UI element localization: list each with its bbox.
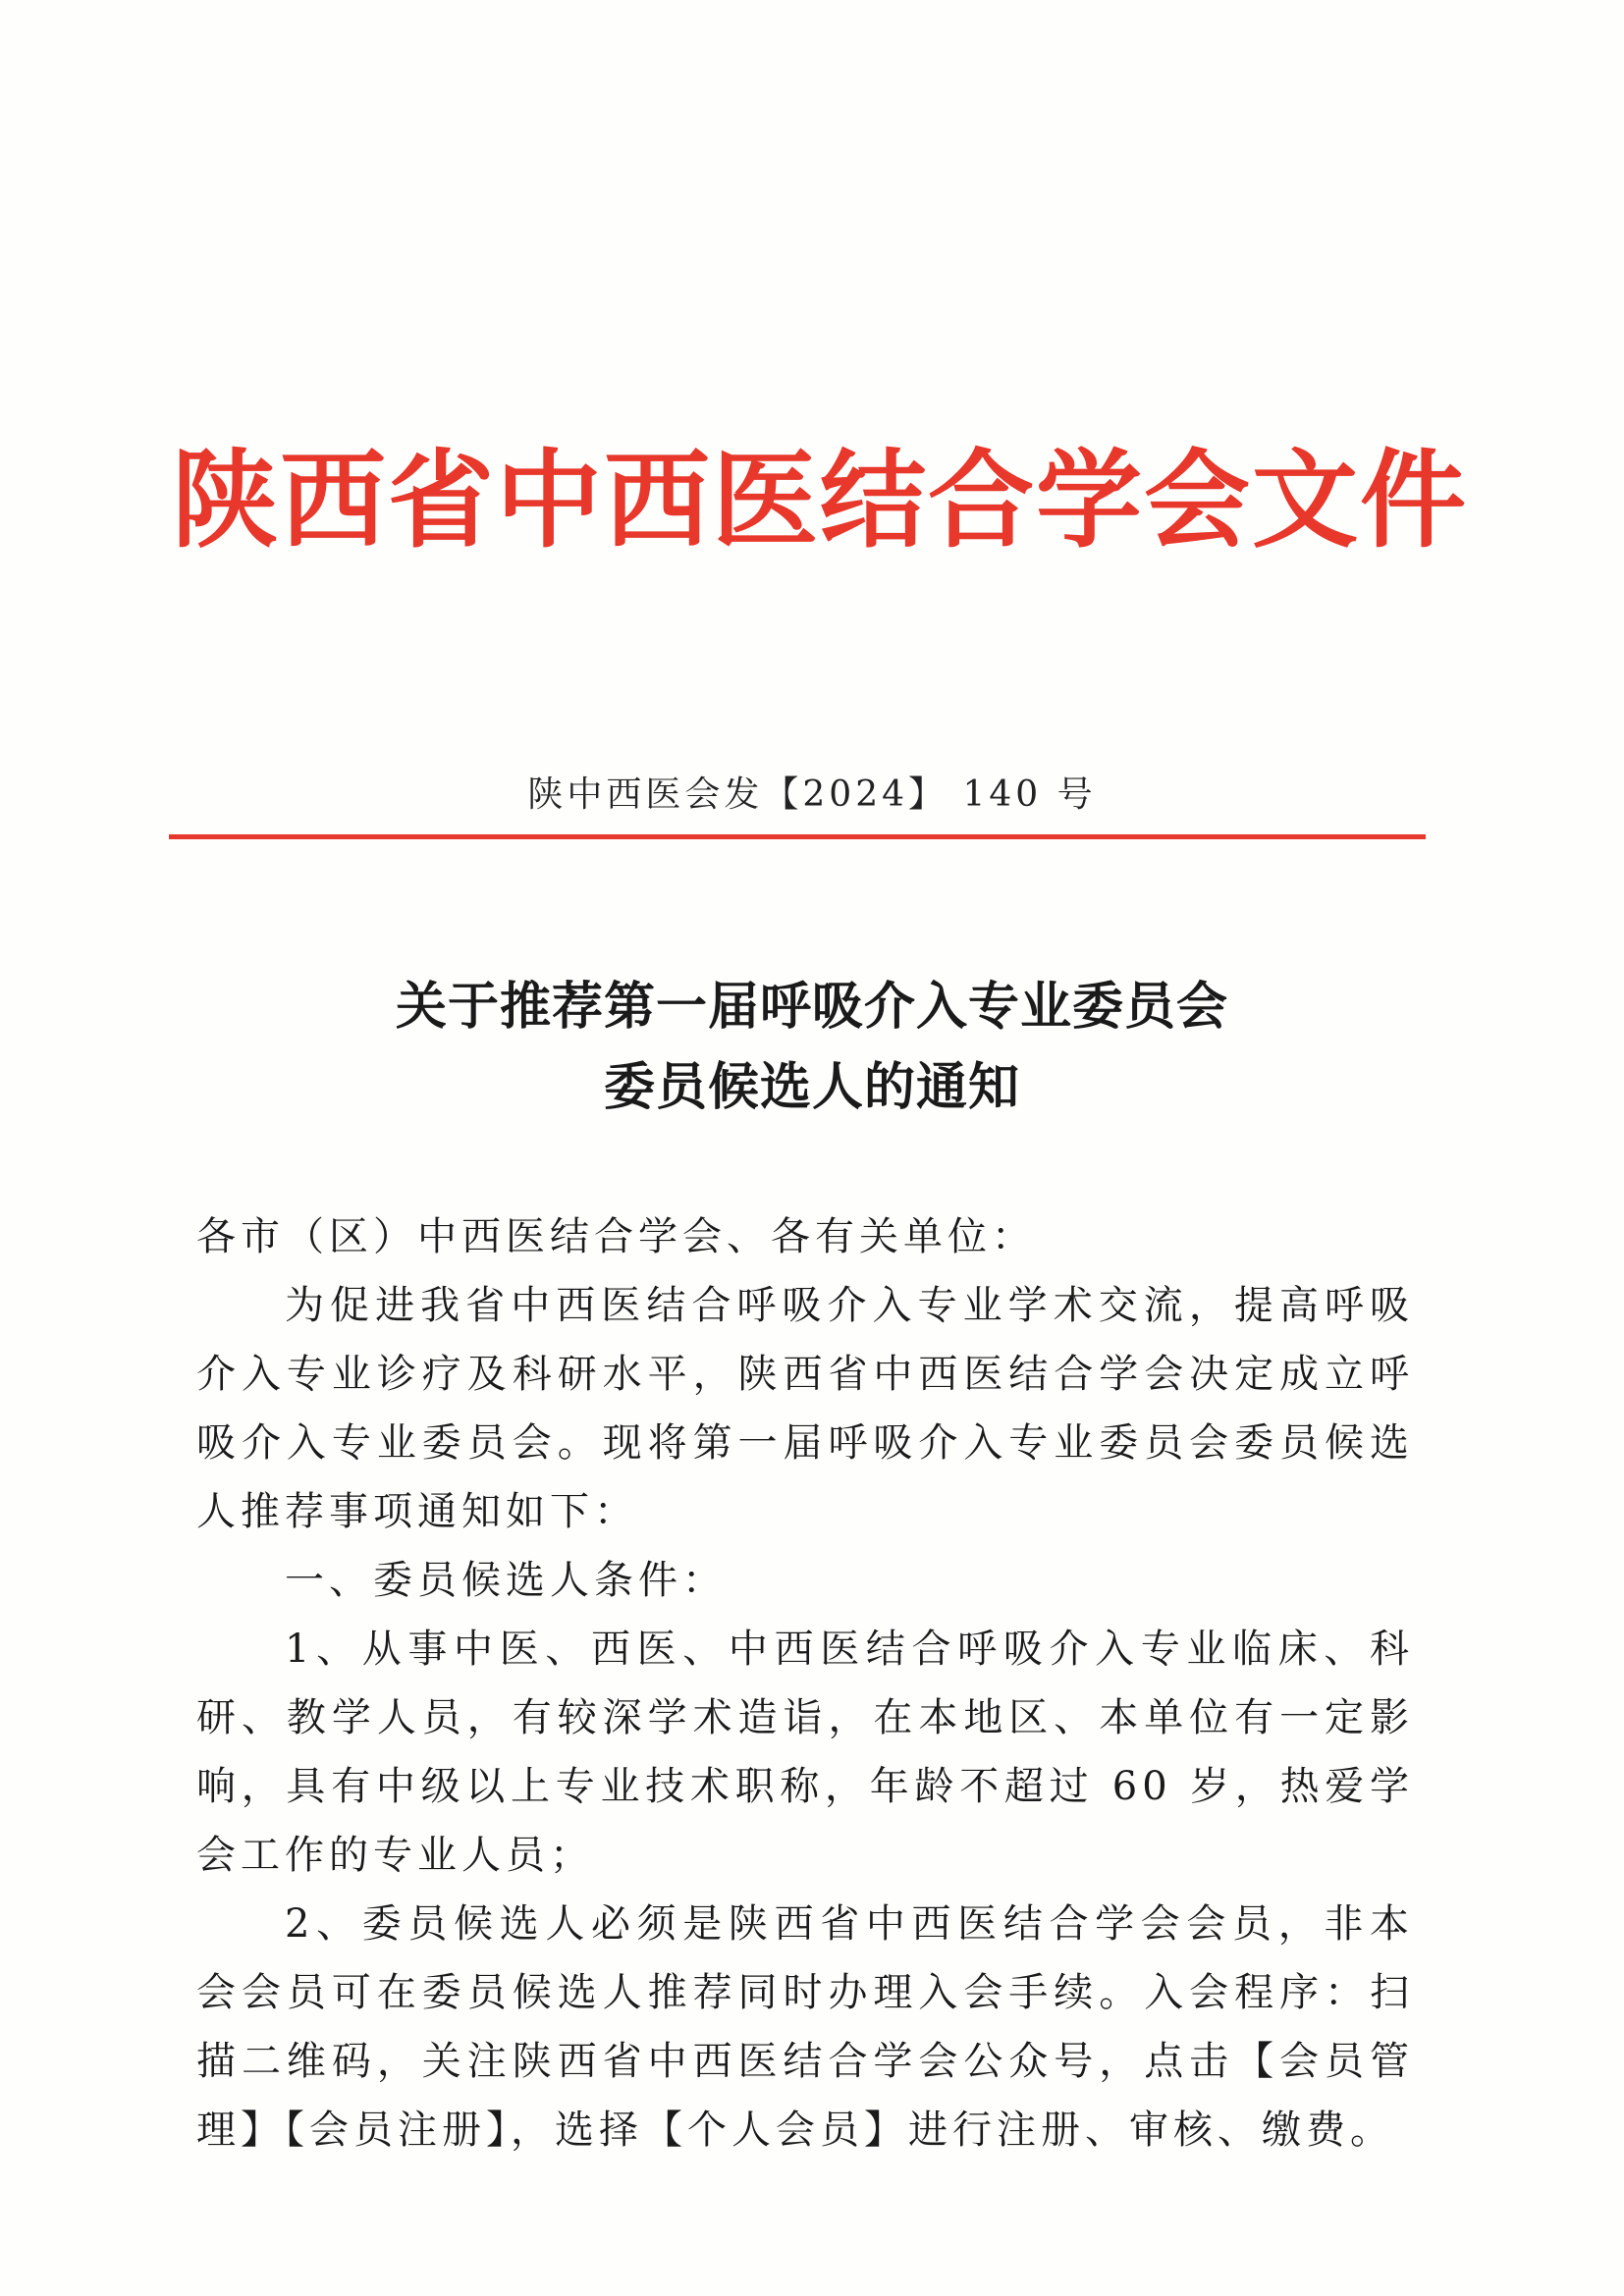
intro-paragraph: 为促进我省中西医结合呼吸介入专业学术交流，提高呼吸介入专业诊疗及科研水平，陕西省中西医结合学会决定成立呼吸介入专业委员会。现将第一届呼吸介入专业委员会委员候选人推荐事项通知如下： [196, 1283, 1414, 1534]
notice-title-line-2: 委员候选人的通知 [603, 1057, 1020, 1117]
notice-title-line-1: 关于推荐第一届呼吸介入专业委员会 [395, 977, 1228, 1037]
condition-item-2: 2、委员候选人必须是陕西省中西医结合学会会员，非本会会员可在委员候选人推荐同时办理入会手续。入会程序：扫描二维码，关注陕西省中西医结合学会公众号，点击【会员管理】【会员注册】，选择【个人会员】进行注册、审核、缴费。 [196, 1901, 1414, 2153]
notice-body [196, 1202, 1414, 2164]
notice-title [172, 967, 1452, 1128]
condition-item-1: 1、从事中医、西医、中西医结合呼吸介入专业临床、科研、教学人员，有较深学术造诣，在本地区、本单位有一定影响，具有中级以上专业技术职称，年龄不超过 60 岁，热爱学会工作的专业人员； [196, 1627, 1414, 1878]
salutation: 各市（区）中西医结合学会、各有关单位： [196, 1214, 1036, 1259]
document-number: 陕中西医会发【2024】 140 号 [527, 774, 1097, 815]
section-heading-candidate-conditions: 一、委员候选人条件： [285, 1558, 727, 1603]
header-divider-line [169, 834, 1426, 839]
org-document-header: 陕西省中西医结合学会文件 [172, 439, 1469, 562]
